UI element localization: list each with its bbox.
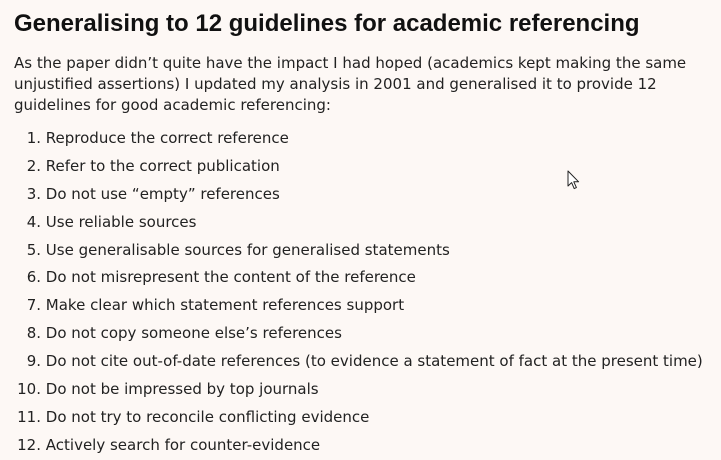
list-item-text: Use reliable sources [45, 212, 197, 231]
list-item [14, 153, 714, 181]
list-item-text: Do not use “empty” references [45, 184, 280, 203]
list-item-number: 6. [26, 268, 41, 287]
list-item-number: 1. [26, 129, 41, 147]
list-item [14, 292, 714, 320]
list-item [14, 209, 714, 237]
list-item [14, 237, 714, 265]
intro-paragraph: As the paper didn’t quite have the impact I had hoped (academics kept making the same unjustified assertions) I updated my analysis in 2001 and generalised it to provide 12 guidelines for good academic referencing: [14, 54, 687, 114]
list-item-number: 4. [26, 212, 41, 231]
list-item [14, 320, 714, 348]
list-item-number: 2. [26, 156, 41, 175]
list-item [14, 404, 714, 432]
list-item [14, 432, 714, 460]
list-item-text: Actively search for counter-evidence [45, 435, 321, 454]
list-item-number: 10. [17, 380, 41, 399]
list-item-number: 9. [26, 352, 41, 371]
article-section [14, 8, 714, 460]
list-item-text: Do not copy someone else’s references [45, 324, 342, 343]
list-item-text: Do not misrepresent the content of the reference [45, 268, 416, 287]
list-item-text: Do not try to reconcile conflicting evidence [45, 407, 370, 426]
list-item-text: Refer to the correct publication [45, 156, 280, 175]
list-item [14, 264, 714, 292]
list-item-number: 12. [17, 435, 41, 454]
list-item-text: Reproduce the correct reference [45, 129, 289, 147]
list-item-number: 11. [17, 407, 41, 426]
list-item [14, 181, 714, 209]
list-item [14, 376, 714, 404]
list-item [14, 348, 714, 376]
list-item [14, 125, 714, 153]
list-item-text: Use generalisable sources for generalised statements [45, 240, 450, 259]
list-item-text: Do not cite out-of-date references (to evidence a statement of fact at the present time) [45, 352, 703, 371]
list-item-text: Make clear which statement references support [45, 296, 405, 315]
mouse-pointer-icon [567, 170, 581, 192]
list-item-number: 3. [26, 184, 41, 203]
list-item-number: 7. [26, 296, 41, 315]
list-item-text: Do not be impressed by top journals [45, 380, 319, 399]
list-item-number: 5. [26, 240, 41, 259]
list-item-number: 8. [26, 324, 41, 343]
section-heading: Generalising to 12 guidelines for academic referencing [14, 10, 640, 37]
guidelines-list [14, 125, 714, 460]
